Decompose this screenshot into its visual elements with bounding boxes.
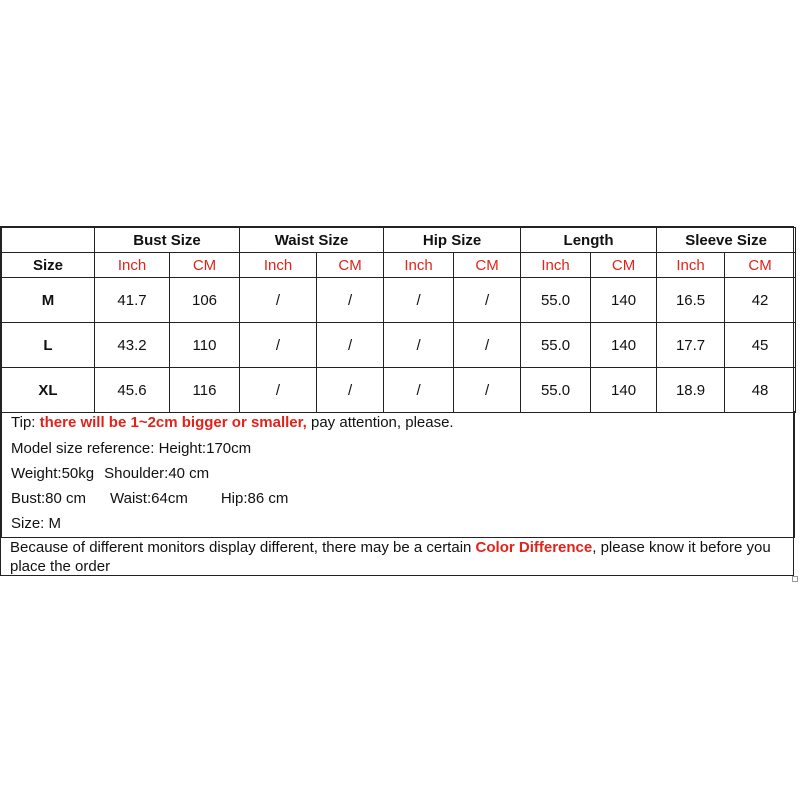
table-cell: 17.7 — [657, 323, 725, 368]
table-cell: / — [384, 323, 454, 368]
corner-cell — [2, 228, 95, 253]
table-cell: / — [384, 278, 454, 323]
row-size-label: XL — [2, 368, 95, 413]
tip-highlight: there will be 1~2cm bigger or smaller, — [39, 414, 307, 431]
group-header: Bust Size — [95, 228, 240, 253]
table-cell: 140 — [591, 278, 657, 323]
header-row-units — [2, 253, 796, 278]
table-cell: / — [240, 323, 317, 368]
table-cell: / — [454, 323, 521, 368]
unit-header: Inch — [384, 253, 454, 278]
unit-header: CM — [454, 253, 521, 278]
model-bust: Bust:80 cm — [11, 490, 87, 507]
tip-line — [11, 414, 454, 431]
notes-section — [1, 411, 795, 537]
size-column-header: Size — [2, 253, 95, 278]
table-cell: 55.0 — [521, 323, 591, 368]
model-size: Size: M — [11, 515, 62, 532]
unit-header: CM — [591, 253, 657, 278]
table-cell: 140 — [591, 323, 657, 368]
disclaimer-highlight: Color Difference — [475, 539, 593, 556]
table-cell: / — [454, 368, 521, 413]
table-cell: / — [240, 278, 317, 323]
model-shoulder: Shoulder:40 cm — [104, 465, 210, 482]
unit-header: Inch — [657, 253, 725, 278]
table-cell: 55.0 — [521, 278, 591, 323]
tip-suffix: pay attention, please. — [306, 414, 454, 431]
table-cell: 16.5 — [657, 278, 725, 323]
table-cell: / — [317, 368, 384, 413]
group-header: Waist Size — [240, 228, 384, 253]
table-cell: 43.2 — [95, 323, 170, 368]
table-cell: / — [240, 368, 317, 413]
table-cell: 48 — [725, 368, 796, 413]
disclaimer-suffix: , please know it before you place the order — [10, 539, 771, 575]
bust-waist-hip-line — [11, 490, 288, 507]
model-reference: Model size reference: Height:170cm — [11, 440, 252, 457]
unit-header: Inch — [240, 253, 317, 278]
group-header: Hip Size — [384, 228, 521, 253]
color-disclaimer — [1, 537, 795, 577]
table-cell: 45 — [725, 323, 796, 368]
weight-shoulder-line — [11, 465, 209, 482]
header-row-groups — [2, 228, 796, 253]
unit-header: CM — [170, 253, 240, 278]
tip-prefix: Tip: — [11, 414, 40, 431]
unit-header: CM — [725, 253, 796, 278]
model-waist: Waist:64cm — [110, 490, 188, 507]
row-size-label: M — [2, 278, 95, 323]
table-cell: 110 — [170, 323, 240, 368]
table-cell: / — [384, 368, 454, 413]
table-cell: 140 — [591, 368, 657, 413]
table-row — [2, 278, 796, 323]
table-cell: 45.6 — [95, 368, 170, 413]
row-size-label: L — [2, 323, 95, 368]
size-chart-sheet — [0, 226, 794, 576]
table-cell: 42 — [725, 278, 796, 323]
unit-header: Inch — [521, 253, 591, 278]
table-cell: / — [317, 323, 384, 368]
resize-handle — [792, 576, 798, 582]
size-table — [1, 227, 796, 413]
model-hip: Hip:86 cm — [220, 490, 289, 507]
table-cell: 41.7 — [95, 278, 170, 323]
table-cell: 106 — [170, 278, 240, 323]
unit-header: CM — [317, 253, 384, 278]
group-header: Sleeve Size — [657, 228, 796, 253]
table-cell: / — [454, 278, 521, 323]
table-cell: / — [317, 278, 384, 323]
table-row — [2, 323, 796, 368]
group-header: Length — [521, 228, 657, 253]
model-weight: Weight:50kg — [11, 465, 95, 482]
table-cell: 55.0 — [521, 368, 591, 413]
unit-header: Inch — [95, 253, 170, 278]
disclaimer-prefix: Because of different monitors display different, there may be a certain — [10, 539, 476, 556]
table-cell: 18.9 — [657, 368, 725, 413]
table-cell: 116 — [170, 368, 240, 413]
table-row — [2, 368, 796, 413]
